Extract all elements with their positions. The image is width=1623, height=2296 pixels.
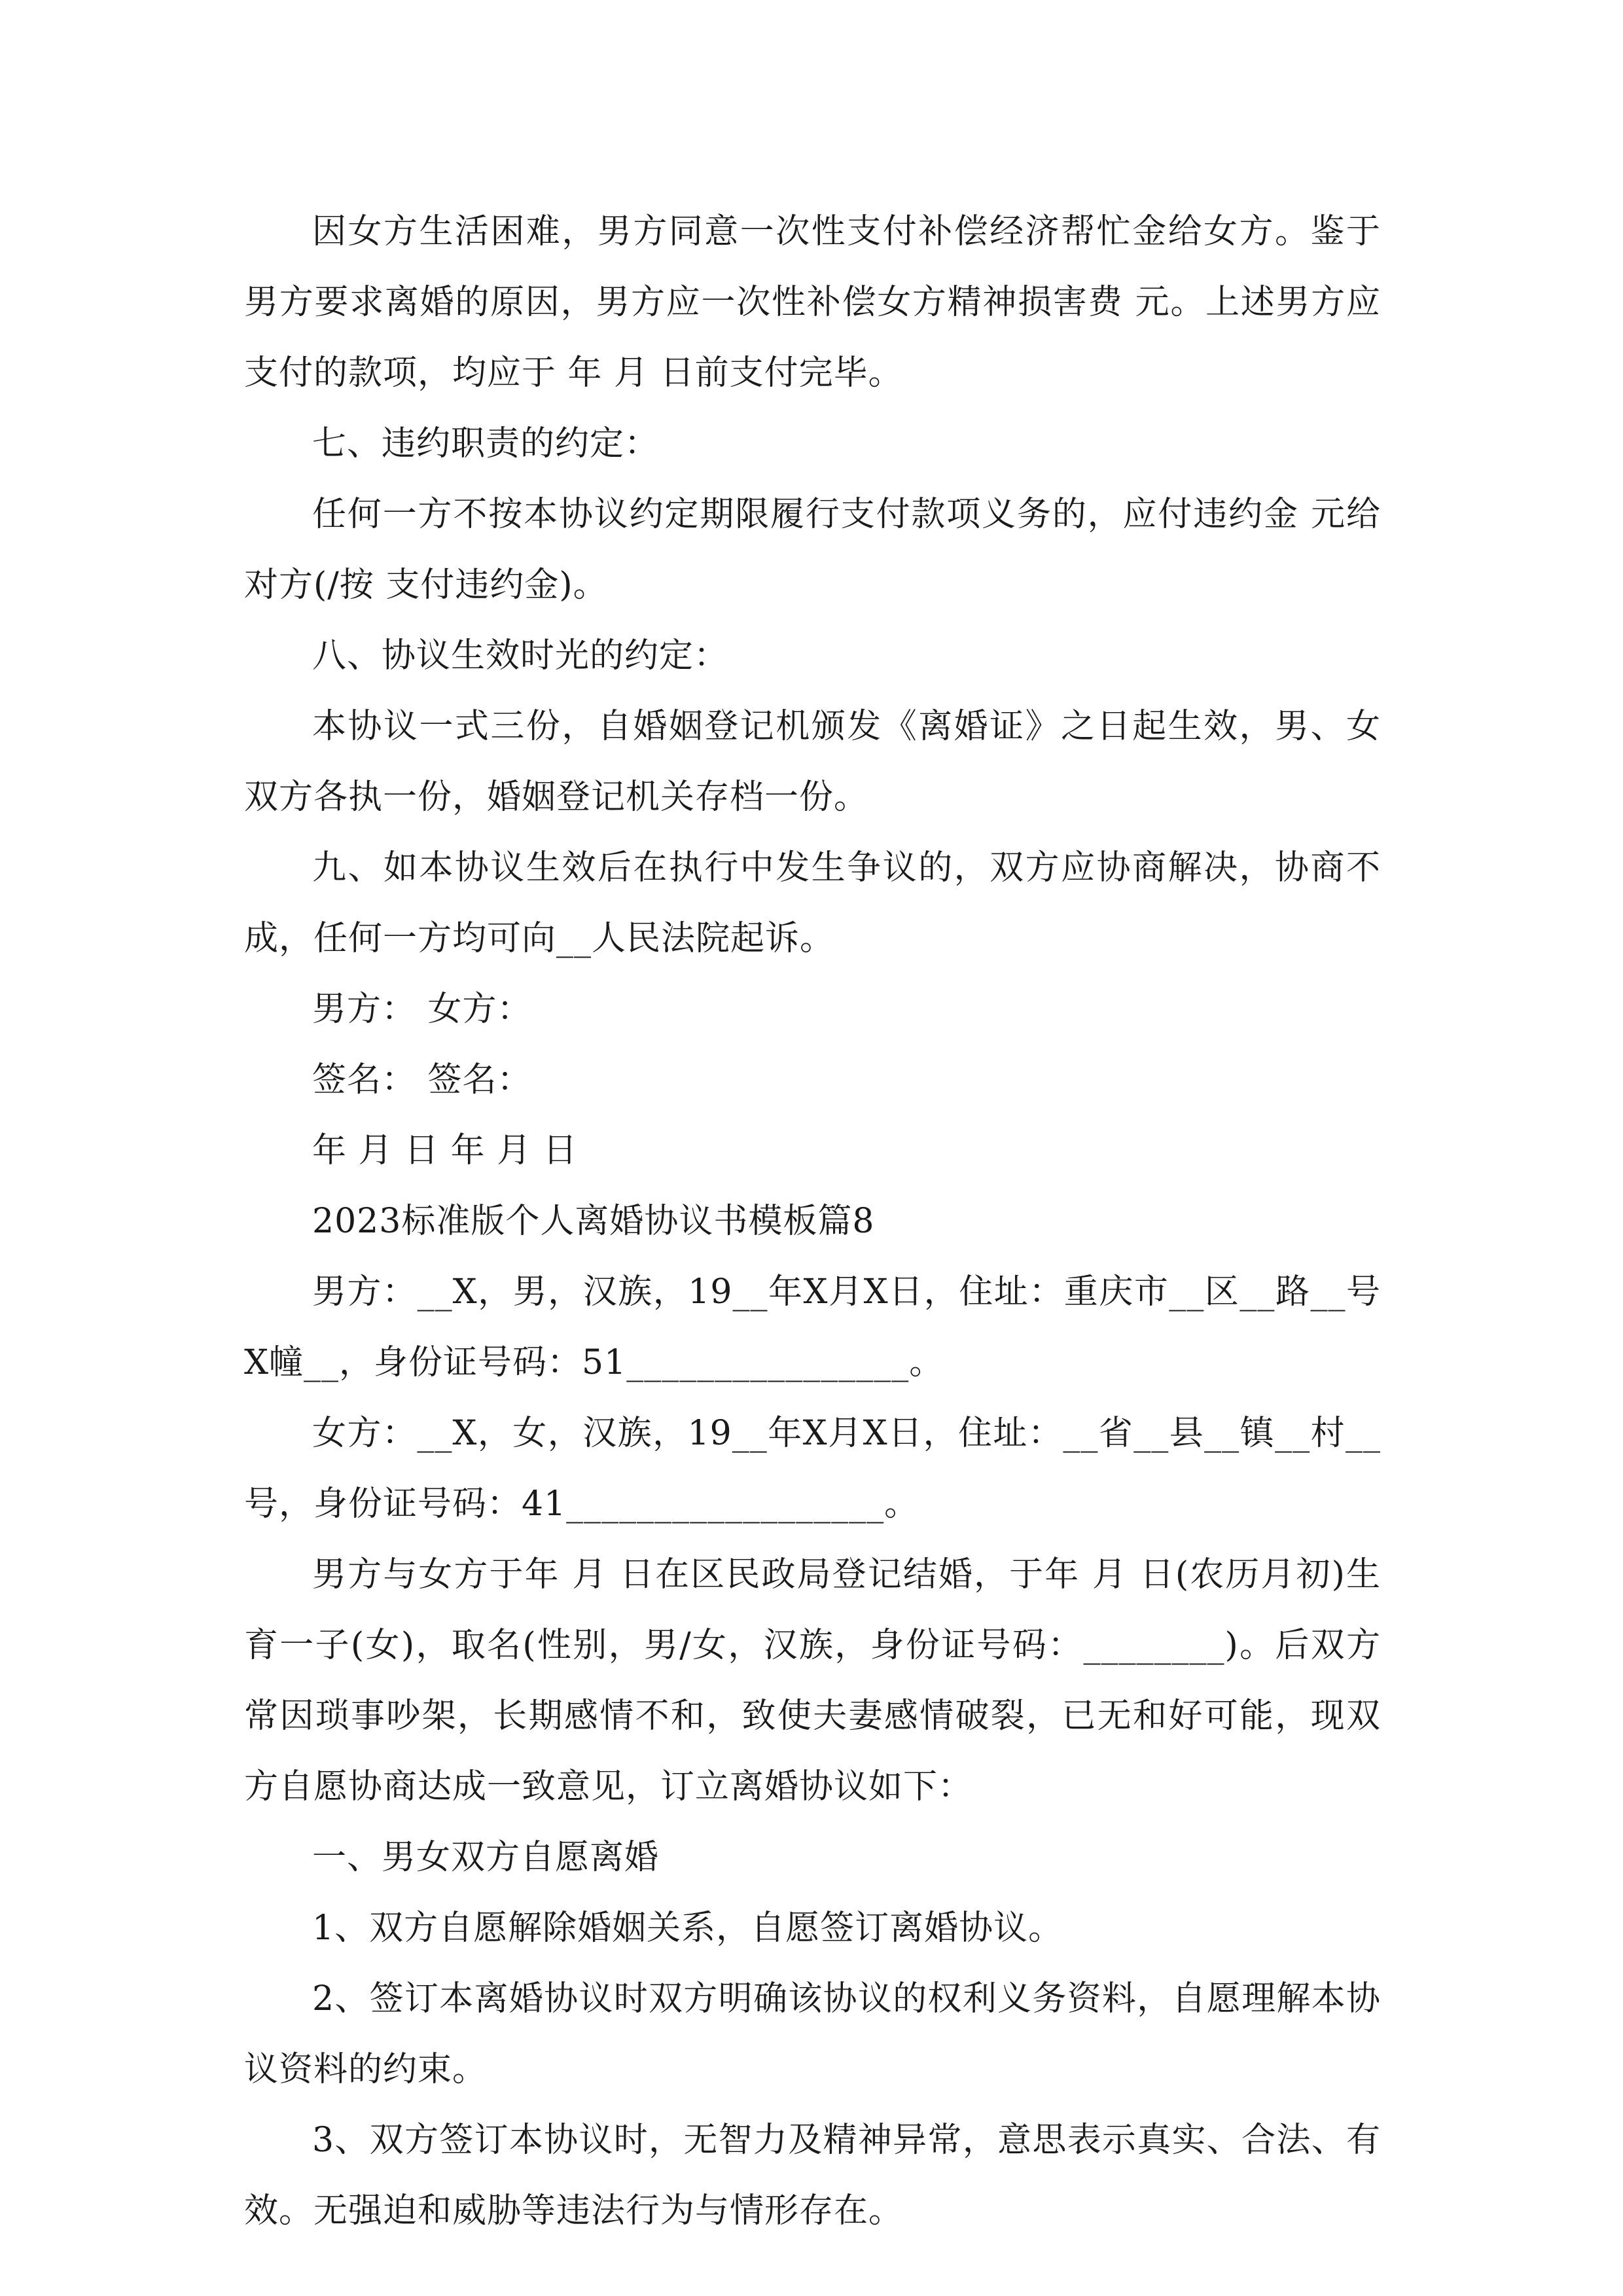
paragraph-wife-info: 女方：__X，女，汉族，19__年X月X日，住址：__省__县__镇__村__号，身份证号码：41__________________。 xyxy=(244,1414,1381,1524)
paragraph-breach-penalty: 任何一方不按本协议约定期限履行支付款项义务的，应付违约金 元给对方(/按 支付违约金)。 xyxy=(244,495,1381,605)
paragraph-copies: 本协议一式三份，自婚姻登记机颁发《离婚证》之日起生效，男、女双方各执一份，婚姻登记机关存档一份。 xyxy=(244,707,1381,817)
clause-1: 1、双方自愿解除婚姻关系，自愿签订离婚协议。 xyxy=(312,1909,1063,1948)
paragraph-compensation: 因女方生活困难，男方同意一次性支付补偿经济帮忙金给女方。鉴于男方要求离婚的原因，男方应一次性补偿女方精神损害费 元。上述男方应支付的款项，均应于 年 月 日前支付完毕。 xyxy=(244,212,1381,393)
paragraph-marriage-background: 男方与女方于年 月 日在区民政局登记结婚，于年 月 日(农历月初)生育一子(女)，取名(性别，男/女，汉族，身份证号码：________)。后双方常因琐事吵架，长期感情不和，致使夫妻感情破裂，已无和好可能，现双方自愿协商达成一致意见，订立离婚协议如下： xyxy=(244,1555,1381,1806)
heading-effective-date: 八、协议生效时光的约定： xyxy=(312,636,729,675)
clause-3: 3、双方签订本协议时，无智力及精神异常，意思表示真实、合法、有效。无强迫和威胁等违法行为与情形存在。 xyxy=(244,2121,1381,2231)
section-title: 2023标准版个人离婚协议书模板篇8 xyxy=(312,1202,875,1241)
heading-voluntary-divorce: 一、男女双方自愿离婚 xyxy=(312,1838,660,1877)
paragraph-dispute: 九、如本协议生效后在执行中发生争议的，双方应协商解决，协商不成，任何一方均可向__人民法院起诉。 xyxy=(244,848,1381,958)
heading-breach-liability: 七、违约职责的约定： xyxy=(312,424,660,463)
signature-dates: 年 月 日 年 月 日 xyxy=(312,1131,578,1170)
signature-parties: 男方： 女方： xyxy=(312,990,532,1029)
paragraph-husband-info: 男方：__X，男，汉族，19__年X月X日，住址：重庆市__区__路__号X幢__，身份证号码：51________________。 xyxy=(244,1272,1381,1382)
document-body xyxy=(244,196,1381,2246)
clause-2: 2、签订本离婚协议时双方明确该协议的权利义务资料，自愿理解本协议资料的约束。 xyxy=(244,1979,1381,2089)
signature-names: 签名： 签名： xyxy=(312,1060,532,1100)
